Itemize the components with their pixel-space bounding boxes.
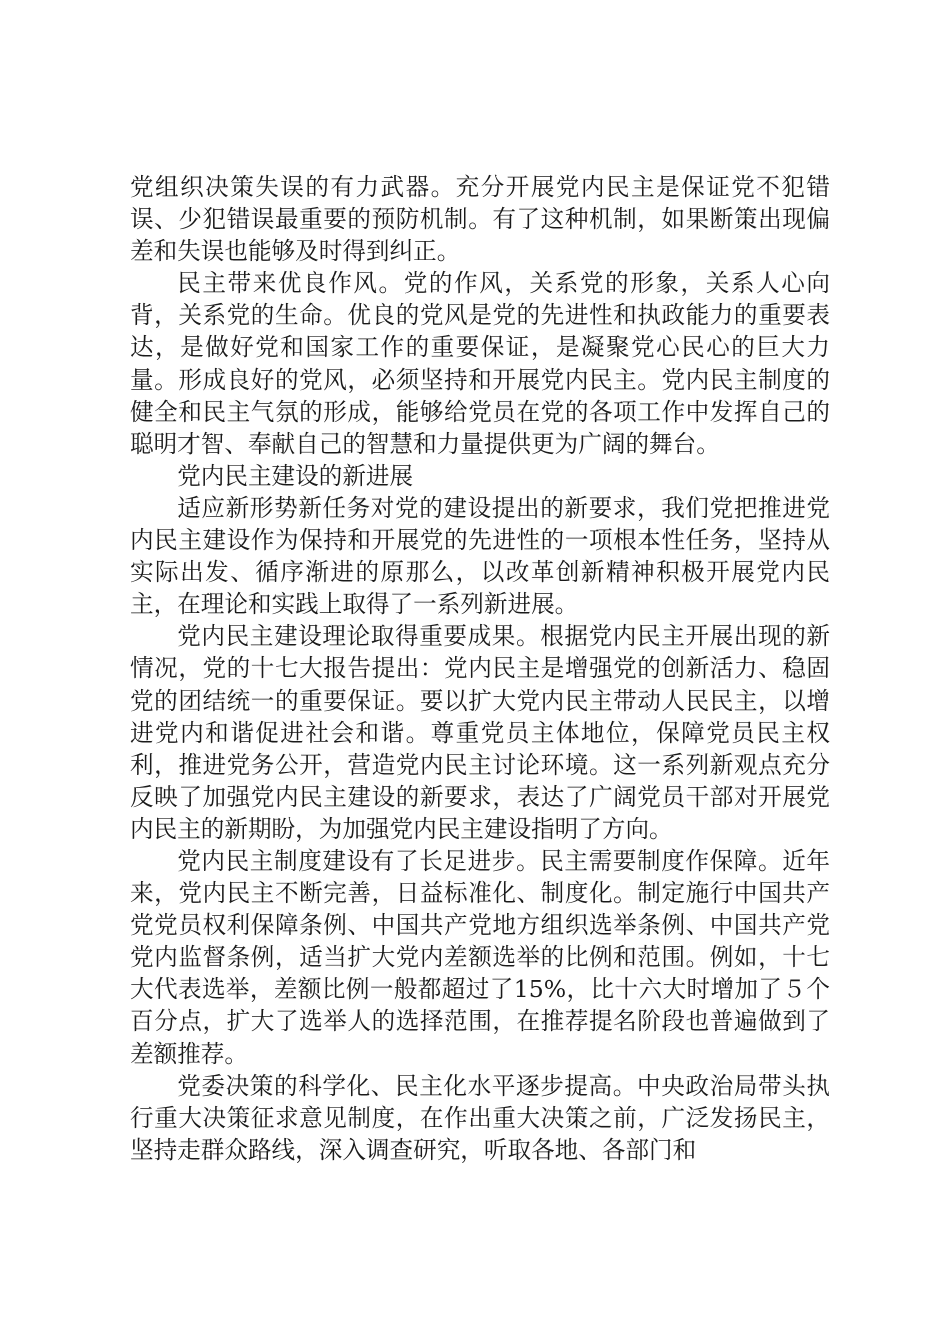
document-body (130, 171, 830, 1166)
paragraph-new-requirements: 适应新形势新任务对党的建设提出的新要求，我们党把推进党内民主建设作为保持和开展党的先进性的一项根本性任务，坚持从实际出发、循序渐进的原那么，以改革创新精神积极开展党内民主，在理论和实践上取得了一系列新进展。 (130, 493, 830, 619)
paragraph-democracy-work-style: 民主带来优良作风。党的作风，关系党的形象，关系人心向背，关系党的生命。优良的党风是党的先进性和执政能力的重要表达，是做好党和国家工作的重要保证，是凝聚党心民心的巨大力量。形成良好的党风，必须坚持和开展党内民主。党内民主制度的健全和民主气氛的形成，能够给党员在党的各项工作中发挥自己的聪明才智、奉献自己的智慧和力量提供更为广阔的舞台。 (130, 269, 830, 458)
paragraph-system-building: 党内民主制度建设有了长足进步。民主需要制度作保障。近年来，党内民主不断完善，日益标准化、制度化。制定施行中国共产党党员权利保障条例、中国共产党地方组织选举条例、中国共产党党内监督条例，适当扩大党内差额选举的比例和范围。例如，十七大代表选举，差额比例一般都超过了15%，比十六大时增加了５个百分点，扩大了选举人的选择范围，在推荐提名阶段也普遍做到了差额推荐。 (130, 846, 830, 1068)
paragraph-continuation: 党组织决策失误的有力武器。充分开展党内民主是保证党不犯错误、少犯错误最重要的预防机制。有了这种机制，如果断策出现偏差和失误也能够及时得到纠正。 (130, 173, 830, 266)
paragraph-decision-making: 党委决策的科学化、民主化水平逐步提高。中央政治局带头执行重大决策征求意见制度，在作出重大决策之前，广泛发扬民主，坚持走群众路线，深入调查研究，听取各地、各部门和 (130, 1071, 830, 1164)
paragraph-theory-achievements: 党内民主建设理论取得重要成果。根据党内民主开展出现的新情况，党的十七大报告提出：党内民主是增强党的创新活力、稳固党的团结统一的重要保证。要以扩大党内民主带动人民民主，以增进党内和谐促进社会和谐。尊重党员主体地位，保障党员民主权利，推进党务公开，营造党内民主讨论环境。这一系列新观点充分反映了加强党内民主建设的新要求，表达了广阔党员干部对开展党内民主的新期盼，为加强党内民主建设指明了方向。 (130, 622, 830, 843)
section-heading: 党内民主建设的新进展 (177, 461, 414, 490)
